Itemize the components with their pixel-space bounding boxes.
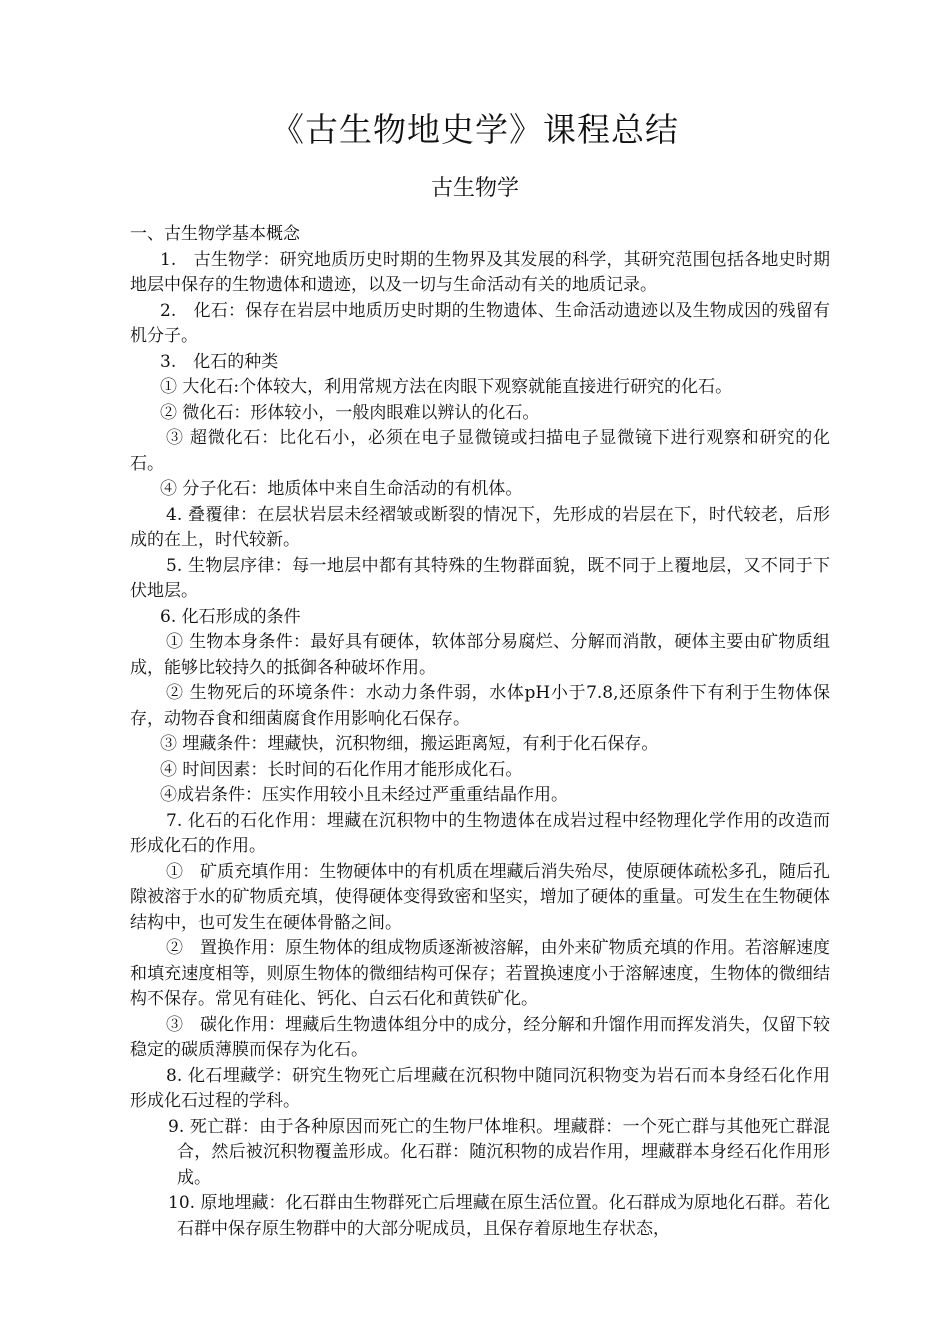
- paragraph-9: 9. 死亡群：由于各种原因而死亡的生物尸体堆积。埋藏群：一个死亡群与其他死亡群混合，然后被沉积物覆盖形成。化石群：随沉积物的成岩作用，埋藏群本身经石化作用形成。: [168, 1116, 830, 1188]
- paragraph-6: 6. 化石形成的条件: [160, 606, 301, 627]
- list-item: ② 微化石：形体较小，一般肉眼难以辨认的化石。: [160, 402, 540, 423]
- list-item: ④成岩条件：压实作用较小且未经过严重重结晶作用。: [160, 785, 568, 805]
- list-item: ③ 碳化作用：埋藏后生物遗体组分中的成分，经分解和升馏作用而挥发消失，仅留下较稳定的碳质薄膜而保存为化石。: [130, 1014, 830, 1060]
- list-item: ③ 埋藏条件：埋藏快，沉积物细，搬运距离短，有利于化石保存。: [160, 734, 659, 754]
- list-item: ③ 超微化石：比化石小，必须在电子显微镜或扫描电子显微镜下进行观察和研究的化石。: [130, 428, 830, 474]
- section-heading: 一、古生物学基本概念: [130, 224, 300, 244]
- document-title: 《古生物地史学》课程总结: [271, 110, 679, 149]
- paragraph-4: 4. 叠覆律：在层状岩层未经褶皱或断裂的情况下，先形成的岩层在下，时代较老，后形成的在上，时代较新。: [130, 504, 830, 550]
- list-item: ① 大化石:个体较大，利用常规方法在肉眼下观察就能直接进行研究的化石。: [160, 377, 733, 397]
- list-item: ② 置换作用：原生物体的组成物质逐渐被溶解，由外来矿物质充填的作用。若溶解速度和填充速度相等，则原生物体的微细结构可保存；若置换速度小于溶解速度，生物体的微细结构不保存。常见有硅化、钙化、白云石化和黄铁矿化。: [130, 938, 830, 1009]
- list-item: ④ 分子化石：地质体中来自生命活动的有机体。: [160, 479, 523, 499]
- paragraph-1: 1. 古生物学：研究地质历史时期的生物界及其发展的科学，其研究范围包括各地史时期地层中保存的生物遗体和遗迹，以及一切与生命活动有关的地质记录。: [130, 249, 830, 295]
- paragraph-2: 2. 化石：保存在岩层中地质历史时期的生物遗体、生命活动遗迹以及生物成因的残留有机分子。: [130, 300, 830, 346]
- list-item: ② 生物死后的环境条件：水动力条件弱，水体pH小于7.8,还原条件下有利于生物体保存，动物吞食和细菌腐食作用影响化石保存。: [130, 683, 830, 729]
- list-item: ① 生物本身条件：最好具有硬体，软体部分易腐烂、分解而消散，硬体主要由矿物质组成，能够比较持久的抵御各种破坏作用。: [130, 632, 830, 678]
- paragraph-10: 10. 原地埋藏：化石群由生物群死亡后埋藏在原生活位置。化石群成为原地化石群。若化石群中保存原生物群中的大部分呢成员，且保存着原地生存状态，: [168, 1193, 830, 1239]
- list-item: ④ 时间因素：长时间的石化作用才能形成化石。: [160, 759, 523, 780]
- paragraph-8: 8. 化石埋藏学：研究生物死亡后埋藏在沉积物中随同沉积物变为岩石而本身经石化作用形成化石过程的学科。: [130, 1065, 830, 1111]
- list-item: ① 矿质充填作用：生物硬体中的有机质在埋藏后消失殆尽，使原硬体疏松多孔，随后孔隙被溶于水的矿物质充填，使得硬体变得致密和坚实，增加了硬体的重量。可发生在生物硬体结构中，也可发生在硬体骨骼之间。: [130, 861, 830, 933]
- document-body: [130, 222, 830, 1242]
- section-title: 古生物学: [430, 176, 519, 201]
- paragraph-3: 3. 化石的种类: [160, 351, 279, 372]
- paragraph-5: 5. 生物层序律：每一地层中都有其特殊的生物群面貌，既不同于上覆地层，又不同于下伏地层。: [130, 555, 830, 601]
- paragraph-7: 7. 化石的石化作用：埋藏在沉积物中的生物遗体在成岩过程中经物理化学作用的改造而形成化石的作用。: [130, 810, 830, 856]
